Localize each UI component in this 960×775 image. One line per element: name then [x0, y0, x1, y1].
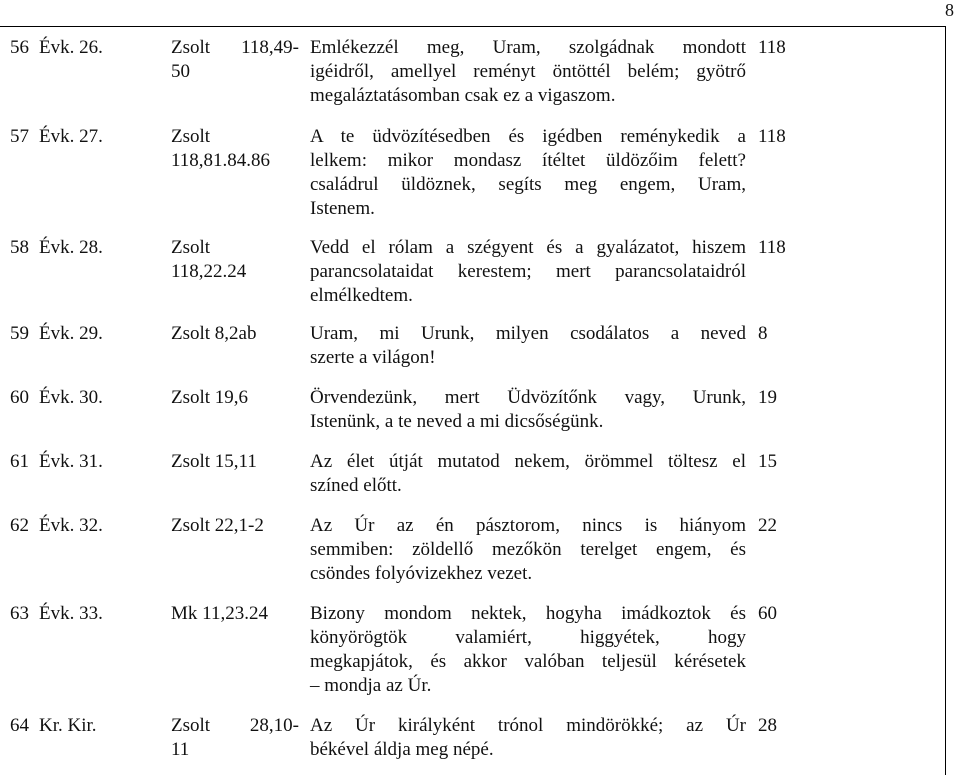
text-line: parancsolataidat kerestem; mert parancsolataidról: [310, 261, 746, 282]
scripture-reference: [171, 322, 299, 346]
text-line: Örvendezünk, mert Üdvözítőnk vagy, Urunk,: [310, 387, 746, 408]
antiphon-text: [310, 125, 746, 221]
text-line: családrul üldöznek, segíts meg engem, Uram,: [310, 174, 746, 195]
text-line: – mondja az Úr.: [310, 675, 432, 696]
text-line: semmiben: zöldellő mezőkön terelget engem, és: [310, 539, 746, 560]
text-line: Vedd el rólam a szégyent és a gyalázatot, hiszem: [310, 237, 746, 258]
scripture-reference: [171, 386, 299, 410]
scripture-reference: [171, 714, 299, 762]
reference-line: Zsolt 118,49-: [171, 37, 299, 58]
text-line: könyörögtök valamiért, higgyétek, hogy: [310, 627, 746, 648]
row-number: 60: [10, 387, 29, 408]
row-number: 57: [10, 126, 29, 147]
text-line: igéidről, amellyel reményt öntöttél belém; gyötrő: [310, 61, 746, 82]
text-line: Uram, mi Urunk, milyen csodálatos a neved: [310, 323, 746, 344]
liturgical-day: Évk. 31.: [39, 451, 103, 472]
antiphon-text: [310, 36, 746, 108]
table-top-rule: [0, 26, 946, 27]
song-number: 19: [758, 387, 777, 408]
scripture-reference: [171, 514, 299, 538]
text-line: Az élet útját mutatod nekem, örömmel töltesz el: [310, 451, 746, 472]
reference-line: 118,22.24: [171, 261, 247, 282]
liturgical-day: Évk. 33.: [39, 603, 103, 624]
liturgical-day: Kr. Kir.: [39, 715, 97, 736]
row-number: 64: [10, 715, 29, 736]
text-line: szerte a világon!: [310, 347, 436, 368]
liturgical-day: Évk. 27.: [39, 126, 103, 147]
scripture-reference: [171, 602, 299, 626]
reference-line: Zsolt 8,2ab: [171, 323, 257, 344]
song-number: 8: [758, 323, 768, 344]
antiphon-text: [310, 450, 746, 498]
song-number: 28: [758, 715, 777, 736]
table-right-rule: [945, 26, 946, 775]
scripture-reference: [171, 236, 299, 284]
page-number: 8: [945, 0, 954, 20]
text-line: Istenünk, a te neved a mi dicsőségünk.: [310, 411, 604, 432]
liturgical-day: Évk. 32.: [39, 515, 103, 536]
liturgical-day: Évk. 30.: [39, 387, 103, 408]
row-number: 58: [10, 237, 29, 258]
reference-line: Mk 11,23.24: [171, 603, 268, 624]
song-number: 118: [758, 237, 786, 258]
reference-line: Zsolt 28,10-: [171, 715, 299, 736]
song-number: 22: [758, 515, 777, 536]
text-line: Az Úr királyként trónol mindörökké; az Úr: [310, 715, 746, 736]
row-number: 62: [10, 515, 29, 536]
reference-line: Zsolt 15,11: [171, 451, 257, 472]
antiphon-text: [310, 236, 746, 308]
reference-line: Zsolt: [171, 126, 211, 147]
text-line: színed előtt.: [310, 475, 402, 496]
reference-line: Zsolt 22,1-2: [171, 515, 264, 536]
antiphon-text: [310, 386, 746, 434]
scripture-reference: [171, 36, 299, 84]
text-line: Bizony mondom nektek, hogyha imádkoztok és: [310, 603, 746, 624]
antiphon-text: [310, 602, 746, 698]
row-number: 59: [10, 323, 29, 344]
reference-line: Zsolt: [171, 237, 211, 258]
row-number: 56: [10, 37, 29, 58]
reference-line: Zsolt 19,6: [171, 387, 249, 408]
antiphon-text: [310, 322, 746, 370]
antiphon-text: [310, 714, 746, 762]
text-line: megkapjátok, és akkor valóban teljesül kérésetek: [310, 651, 746, 672]
text-line: békével áldja meg népé.: [310, 739, 494, 760]
scripture-reference: [171, 450, 299, 474]
text-line: elmélkedtem.: [310, 285, 413, 306]
liturgical-day: Évk. 29.: [39, 323, 103, 344]
row-number: 63: [10, 603, 29, 624]
liturgical-day: Évk. 28.: [39, 237, 103, 258]
song-number: 15: [758, 451, 777, 472]
text-line: lelkem: mikor mondasz ítéltet üldözőim felett?: [310, 150, 746, 171]
text-line: Istenem.: [310, 198, 375, 219]
reference-line: 118,81.84.86: [171, 150, 271, 171]
song-number: 118: [758, 37, 786, 58]
scripture-reference: [171, 125, 299, 173]
song-number: 118: [758, 126, 786, 147]
text-line: Emlékezzél meg, Uram, szolgádnak mondott: [310, 37, 746, 58]
liturgical-day: Évk. 26.: [39, 37, 103, 58]
text-line: megaláztatásomban csak ez a vigaszom.: [310, 85, 616, 106]
text-line: csöndes folyóvizekhez vezet.: [310, 563, 533, 584]
text-line: A te üdvözítésedben és igédben reménykedik a: [310, 126, 746, 147]
text-line: Az Úr az én pásztorom, nincs is hiányom: [310, 515, 746, 536]
song-number: 60: [758, 603, 777, 624]
antiphon-text: [310, 514, 746, 586]
reference-line: 11: [171, 739, 190, 760]
row-number: 61: [10, 451, 29, 472]
reference-line: 50: [171, 61, 190, 82]
